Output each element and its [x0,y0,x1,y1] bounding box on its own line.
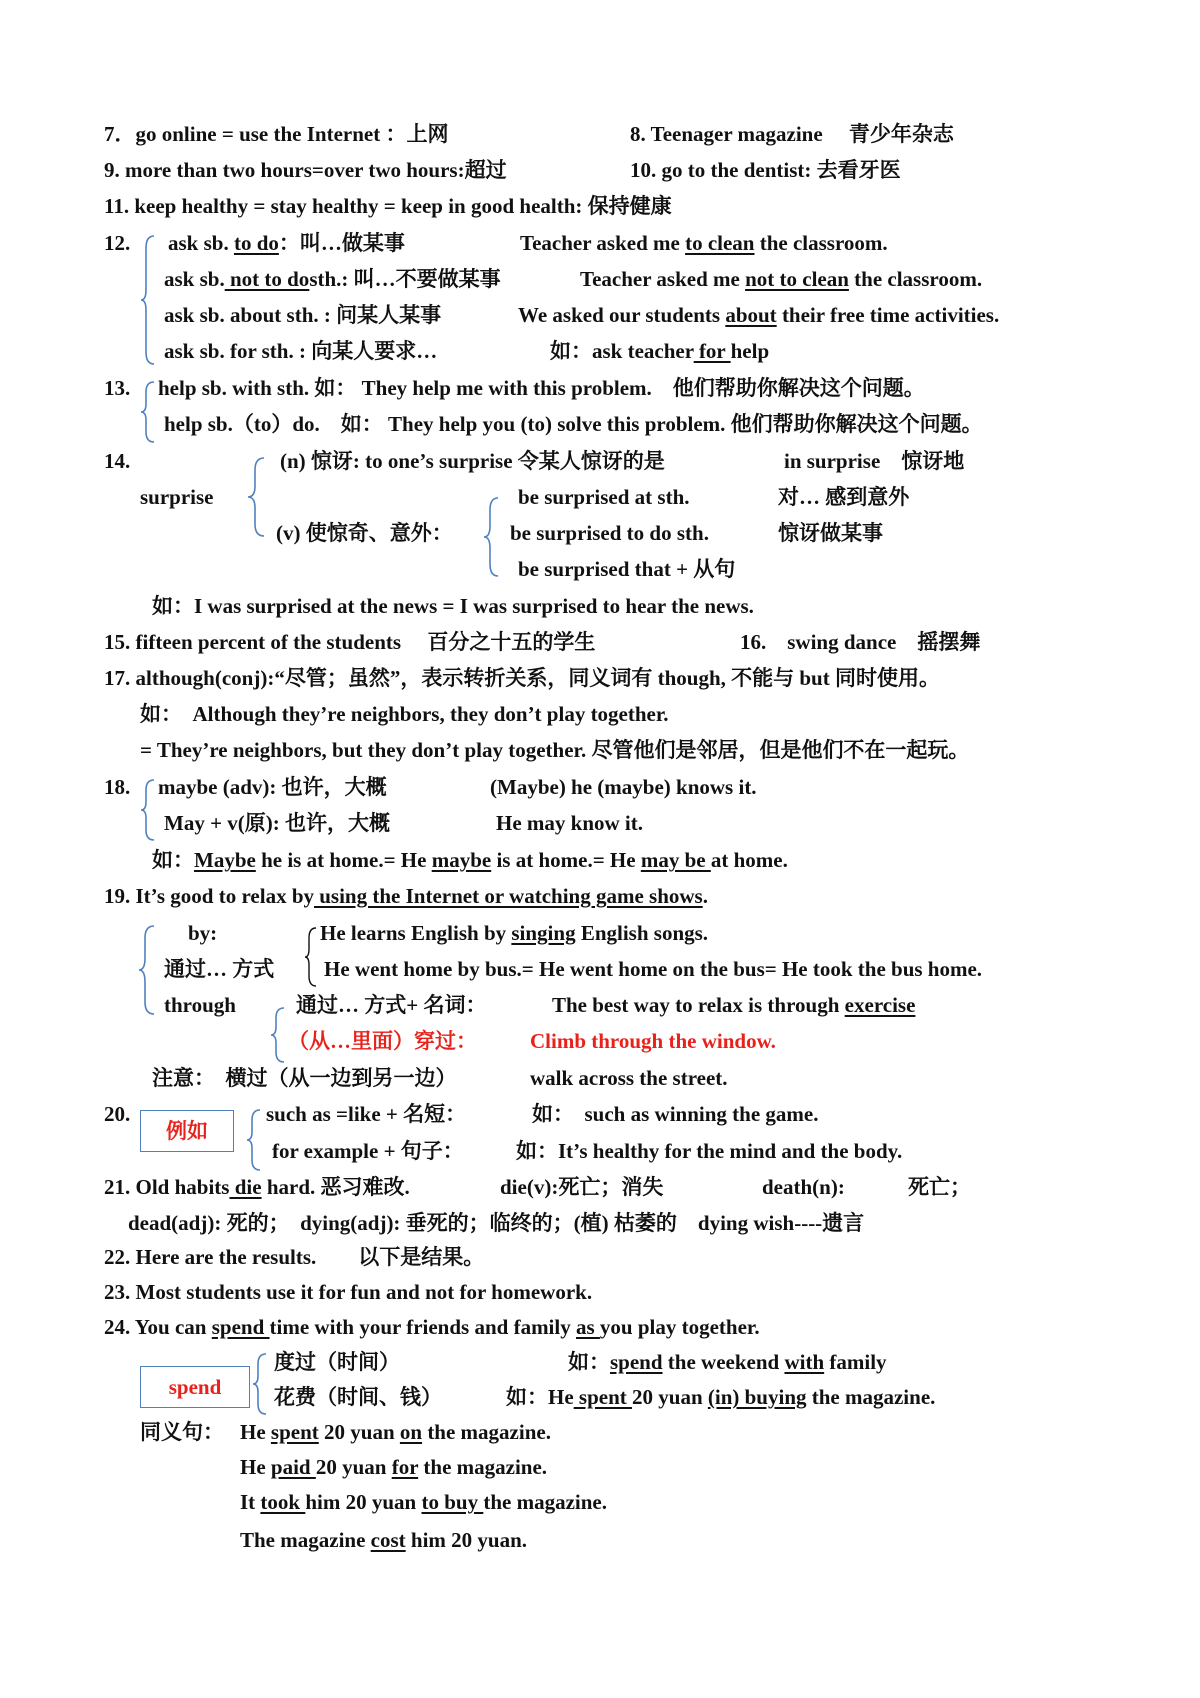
item-19-through-example-2: Climb through the window. [530,1029,776,1053]
item-17-line-3: = They’re neighbors, but they don’t play together. 尽管他们是邻居，但是他们不在一起玩。 [140,738,970,762]
item-24-meaning-1-example: 如：spend the weekend with family [568,1350,887,1374]
item-7: 7．go online = use the Internet ：上网 [104,122,449,146]
item-13-row-2: help sb.（to）do. 如： They help you (to) solve this problem. 他们帮助你解决这个问题。 [164,412,983,436]
item-14-verb-2: be surprised to do sth. [510,521,709,545]
item-12-row-3: ask sb. about sth. : 问某人某事 [164,303,442,327]
item-9: 9. more than two hours=over two hours:超过 [104,158,507,182]
item-24-meaning-2: 花费（时间、钱） [274,1385,442,1409]
item-14-noun-2: in surprise 惊讶地 [784,449,965,473]
item-20-for-example: for example + 句子： [272,1139,464,1163]
item-19-through: through [164,993,236,1017]
item-21-die: die(v):死亡；消失 [500,1175,664,1199]
item-22: 22. Here are the results. 以下是结果。 [104,1245,485,1269]
item-14-verb-label: (v) 使惊奇、意外： [276,521,453,545]
item-19-by-example-2: He went home by bus.= He went home on the bus= He took the bus home. [324,957,983,981]
item-19-by-label: 通过… 方式 [164,957,275,981]
item-8: 8. Teenager magazine 青少年杂志 [630,122,954,146]
item-19-note: 注意： 横过（从一边到另一边） [152,1066,457,1090]
item-23: 23. Most students use it for fun and not for homework. [104,1280,593,1304]
item-12-row-3-example: We asked our students about their free time activities. [518,303,1000,327]
item-24-meaning-2-example: 如：He spent 20 yuan (in) buying the magazine. [506,1385,936,1409]
item-24-meaning-1: 度过（时间） [274,1350,400,1374]
item-21-death: death(n): [762,1175,845,1199]
item-12-number: 12. [104,231,131,255]
item-12-row-4-example: 如：ask teacher for help [550,339,770,363]
item-21-death-meaning: 死亡； [908,1175,971,1199]
item-24-synonym-3: It took him 20 yuan to buy the magazine. [240,1490,607,1514]
item-21-title: 21. Old habits die hard. 恶习难改. [104,1175,410,1199]
item-20-brace [246,1108,264,1172]
item-18-number: 18. [104,775,131,799]
item-24-box: spend [140,1366,250,1408]
item-19-brace [138,924,158,1016]
item-12-brace [140,234,160,366]
item-14-verb-1-meaning: 对… 感到意外 [778,485,910,509]
item-24-synonym-label: 同义句： [140,1420,224,1444]
item-20-box: 例如 [140,1110,234,1152]
item-14-example: 如：I was surprised at the news = I was surprised to hear the news. [152,594,754,618]
item-19-through-example-1: The best way to relax is through exercise [552,993,916,1017]
item-18-maybe: maybe (adv): 也许，大概 [158,775,387,799]
item-14-number: 14. [104,449,131,473]
item-19-by: by: [188,921,218,945]
item-20-number: 20. [104,1102,131,1126]
item-18-may: May + v(原): 也许，大概 [164,811,391,835]
item-14-verb-brace [482,496,502,578]
item-20-for-example-example: 如：It’s healthy for the mind and the body. [516,1139,903,1163]
item-20-such-as-example: 如： such as winning the game. [532,1102,819,1126]
item-14-verb-1: be surprised at sth. [518,485,690,509]
item-24-synonym-1: He spent 20 yuan on the magazine. [240,1420,551,1444]
item-12-row-1-example: Teacher asked me to clean the classroom. [520,231,888,255]
item-12-row-1: ask sb. to do：叫…做某事 [168,231,405,255]
item-11: 11. keep healthy = stay healthy = keep in good health: 保持健康 [104,194,672,218]
item-12-row-4: ask sb. for sth. : 向某人要求… [164,339,438,363]
item-12-row-2-example: Teacher asked me not to clean the classroom. [580,267,983,291]
item-15: 15. fifteen percent of the students 百分之十五的学生 [104,630,596,654]
item-19-by-example-1: He learns English by singing English songs. [320,921,709,945]
item-18-example: 如：Maybe he is at home.= He maybe is at home.= He may be at home. [152,848,788,872]
item-17-line-1: 17. although(conj):“尽管；虽然”，表示转折关系，同义词有 though, 不能与 but 同时使用。 [104,666,940,690]
item-20-such-as: such as =like + 名短： [266,1102,467,1126]
item-24-synonym-4: The magazine cost him 20 yuan. [240,1528,528,1552]
item-14-noun: (n) 惊讶: to one’s surprise 令某人惊讶的是 [280,449,665,473]
item-14-verb-2-meaning: 惊讶做某事 [778,521,883,545]
item-13-row-1: help sb. with sth. 如： They help me with this problem. 他们帮助你解决这个问题。 [158,376,925,400]
item-19-note-example: walk across the street. [530,1066,728,1090]
item-21-line-2: dead(adj): 死的； dying(adj): 垂死的；临终的；(植) 枯萎的 dying wish----遗言 [128,1211,865,1235]
item-13-number: 13. [104,376,131,400]
item-19-through-meaning-2: （从…里面）穿过： [288,1029,477,1053]
item-24-synonym-2: He paid 20 yuan for the magazine. [240,1455,548,1479]
item-19-through-meaning-1: 通过… 方式+ 名词： [296,993,487,1017]
item-14-brace [246,456,268,538]
item-14-verb-3: be surprised that + 从句 [518,557,736,581]
item-12-row-2: ask sb. not to dosth.: 叫…不要做某事 [164,267,501,291]
item-18-brace [140,778,158,842]
item-18-maybe-example: (Maybe) he (maybe) knows it. [490,775,757,799]
item-14-word: surprise [140,485,214,509]
item-24-title: 24. You can spend time with your friends and family as you play together. [104,1315,760,1339]
item-18-may-example: He may know it. [496,811,643,835]
item-13-brace [140,380,158,444]
item-19-title: 19. It’s good to relax by using the Internet or watching game shows. [104,884,708,908]
item-19-through-brace [270,1006,288,1064]
item-16: 16. swing dance 摇摆舞 [740,630,981,654]
item-17-line-2: 如： Although they’re neighbors, they don’t play together. [140,702,669,726]
item-19-by-brace [304,926,320,988]
item-10: 10. go to the dentist: 去看牙医 [630,158,901,182]
item-24-brace [252,1352,270,1416]
